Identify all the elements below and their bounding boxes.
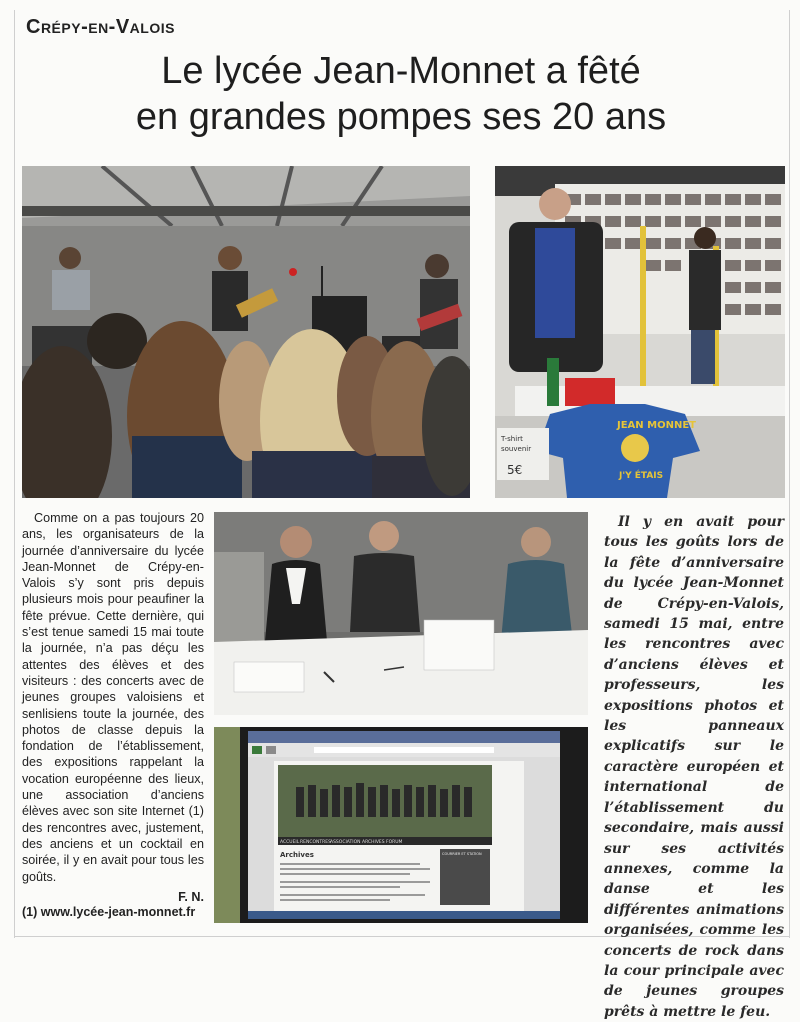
- site-menu-1: ACCUEIL: [280, 840, 300, 845]
- headline-line-1: Le lycée Jean-Monnet a fêté: [161, 50, 641, 92]
- site-side-title: COURRIER ET STATION: [442, 852, 482, 856]
- concert-photo-image: [22, 166, 470, 498]
- concert-photo: [22, 166, 470, 498]
- right-rule: [789, 10, 790, 938]
- shirt-text-top: JEAN MONNET: [617, 420, 696, 431]
- site-menu-4: ARCHIVES: [362, 840, 385, 845]
- footnote-url: (1) www.lycée-jean-monnet.fr: [22, 905, 196, 919]
- article-left-text: Comme on a pas toujours 20 ans, les organisateurs de la journée d’anniversaire du lycée Jean-Monnet de Crépy-en-Valois s’y sont pris depuis plusieurs mois pour peaufiner la fête prévue. Cette dernière, qui s’est tenue samedi 15 mai toute la journée, n’a pas déçu les attentes des élèves et des visiteurs : des concerts avec de jeunes groupes valoisiens et senlisiens toute la journée, des photos de classe depuis la fondation de l’établissement, des expositions rappelant la vocation européenne des lieux, une association d’anciens élèves avec son site Internet (1) des rencontres avec, justement, des anciens et un cocktail en soirée, il y en avait pour tous les goûts.: [22, 511, 204, 884]
- no-smoking-sign: [289, 268, 297, 276]
- price-tag-line1: T-shirt: [501, 435, 523, 443]
- price-tag-line2: souvenir: [501, 445, 532, 453]
- price-tag-line3: 5€: [507, 463, 523, 477]
- shirt-text-bottom: J'Y ÉTAIS: [619, 471, 664, 481]
- left-rule: [14, 10, 15, 938]
- headline-line-2: en grandes pompes ses 20 ans: [135, 96, 667, 138]
- tshirt-photo: [495, 166, 785, 498]
- desk-photo-image: [214, 512, 588, 715]
- site-menu-5: FORUM: [386, 840, 403, 845]
- author-signature: F. N.: [178, 890, 204, 904]
- article-left: [22, 510, 204, 885]
- site-heading: Archives: [280, 851, 314, 859]
- site-menu-3: ASSOCIATION: [330, 840, 361, 845]
- website-photo: [214, 727, 588, 923]
- article-right: [604, 512, 784, 1022]
- article-right-text: Il y en avait pour tous les goûts lors de la fête d’anniversaire du lycée Jean-Monnet de Crépy-en-Valois, samedi 15 mai, entre les rencontres avec d’anciens élèves et professeurs, les expositions photos et les panneaux explicatifs sur le caractère européen et international de l’établissement du secondaire, mais aussi sur ses activités annexes, comme la danse et les différentes animations organisées, comme les concerts de rock dans la cour principale avec de jeunes groupes prêts à mettre le feu.: [604, 514, 784, 1020]
- site-menu-2: RENCONTRES: [300, 840, 331, 845]
- website-photo-image: [214, 727, 588, 923]
- headline: [20, 48, 782, 140]
- desk-photo: [214, 512, 588, 715]
- tshirt-photo-image: [495, 166, 785, 498]
- section-label: Crépy-en-Valois: [26, 16, 175, 38]
